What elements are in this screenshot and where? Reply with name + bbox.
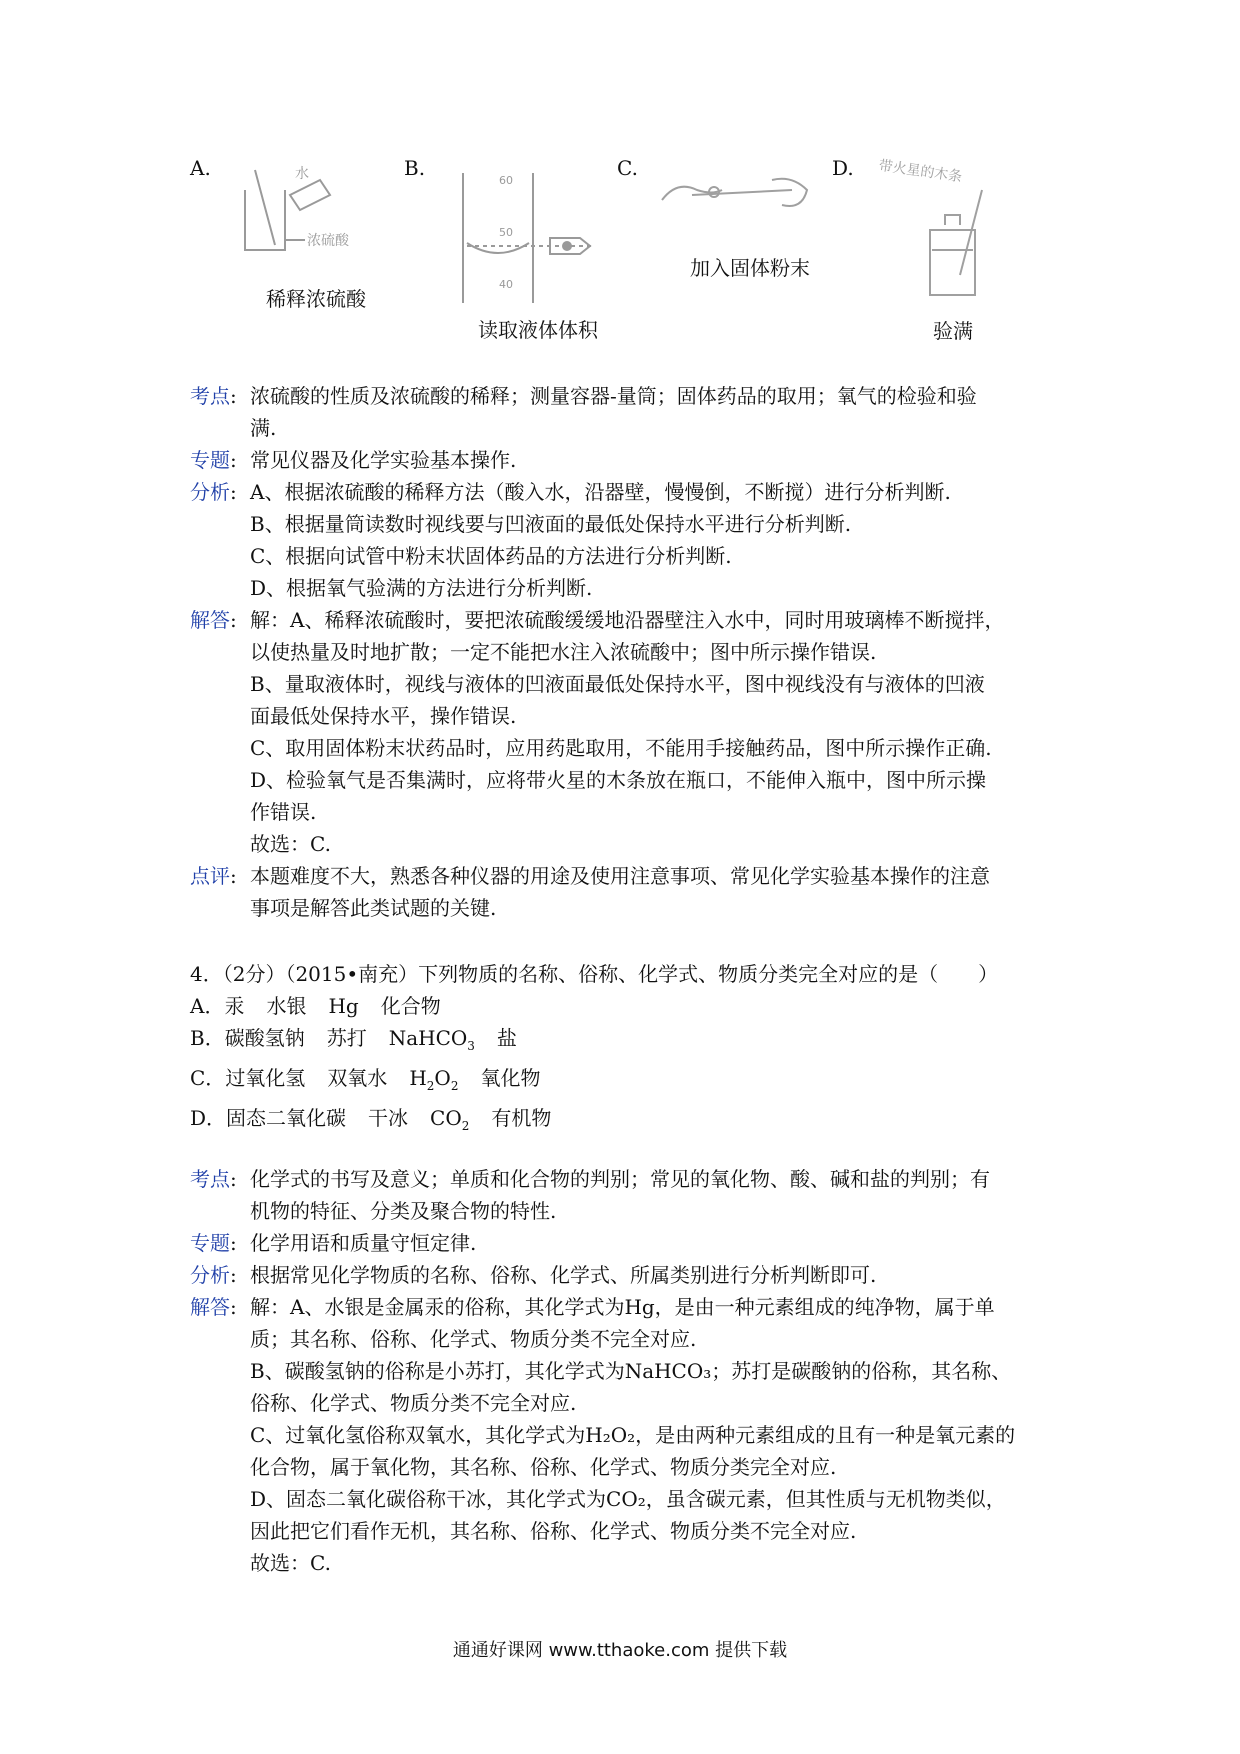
q3-kaodian-line-1: 浓硫酸的性质及浓硫酸的稀释；测量容器-量筒；固体药品的取用；氧气的检验和验 bbox=[250, 384, 977, 408]
question-4 bbox=[190, 958, 1090, 1142]
figure-a-caption: 稀释浓硫酸 bbox=[266, 287, 366, 311]
q4-jieda-line-1: 解：A、水银是金属汞的俗称，其化学式为Hg，是由一种元素组成的纯净物，属于单 bbox=[250, 1295, 995, 1319]
option-c-common: 双氧水 bbox=[327, 1066, 388, 1090]
q4-jieda-line-2: 质；其名称、俗称、化学式、物质分类不完全对应. bbox=[250, 1327, 697, 1351]
option-c bbox=[190, 1062, 1090, 1102]
q4-zhuanti-label: 专题 bbox=[190, 1231, 230, 1255]
q3-jieda-line-6: D、检验氧气是否集满时，应将带火星的木条放在瓶口，不能伸入瓶中，图中所示操 bbox=[250, 768, 987, 792]
q3-jieda-line-7: 作错误. bbox=[250, 800, 317, 824]
figure-b-tick-60: 60 bbox=[499, 174, 513, 187]
figure-a-water-label: 水 bbox=[295, 166, 309, 182]
q3-kaodian-row: 考点: 浓硫酸的性质及浓硫酸的稀释；测量容器-量筒；固体药品的取用；氧气的检验和验 满. bbox=[190, 380, 1070, 444]
q4-jieda-line-7: D、固态二氧化碳俗称干冰，其化学式为CO₂，虽含碳元素，但其性质与无机物类似， bbox=[250, 1487, 1006, 1511]
figure-d-letter: D. bbox=[832, 156, 854, 180]
q4-jieda-row: 解答: 解：A、水银是金属汞的俗称，其化学式为Hg，是由一种元素组成的纯净物，属于单 质；其名称、俗称、化学式、物质分类不完全对应. B、碳酸氢钠的俗称是小苏打，其化学式为NaHCO₃；苏打是碳酸钠的俗称，其名称、 俗称、化学式、物质分类不完全对应. C、过氧化氢俗称双氧水，其化学式为H₂O₂，是由两种元素组成的且有一种是氧元素的 化合物，属于氧化物，其名称、俗称、化学式、物质分类完全对应. D、固态二氧化碳俗称干冰，其化学式为CO₂，虽含碳元素，但其性质与无机物类似， 因此把它们看作无机，其名称、俗称、化学式、物质分类不完全对应. 故选：C. bbox=[190, 1291, 1070, 1579]
option-c-formula-sub2: 2 bbox=[450, 1079, 459, 1093]
q4-kaodian-label: 考点 bbox=[190, 1167, 230, 1191]
q3-fenxi-line-2: B、根据量筒读数时视线要与凹液面的最低处保持水平进行分析判断. bbox=[250, 512, 852, 536]
figure-d-caption: 验满 bbox=[933, 319, 973, 343]
q4-fenxi-text: 根据常见化学物质的名称、俗称、化学式、所属类别进行分析判断即可. bbox=[250, 1263, 877, 1287]
option-d-class: 有机物 bbox=[491, 1106, 552, 1130]
option-b bbox=[190, 1022, 1090, 1062]
option-d-formula-main: CO bbox=[430, 1106, 462, 1130]
q3-jieda-line-5: C、取用固体粉末状药品时，应用药匙取用，不能用手接触药品，图中所示操作正确. bbox=[250, 736, 992, 760]
q4-zhuanti-row: 专题: 化学用语和质量守恒定律. bbox=[190, 1227, 1070, 1259]
option-c-formula-sub1: 2 bbox=[426, 1079, 435, 1093]
q3-jieda-line-3: B、量取液体时，视线与液体的凹液面最低处保持水平，图中视线没有与液体的凹液 bbox=[250, 672, 985, 696]
option-b-formula-main: NaHCO bbox=[388, 1026, 468, 1050]
option-b-formula-sub: 3 bbox=[467, 1039, 475, 1053]
q3-dianping-label: 点评 bbox=[190, 864, 230, 888]
q3-zhuanti-label: 专题 bbox=[190, 448, 230, 472]
question-4-stem: 4．（2分）（2015•南充）下列物质的名称、俗称、化学式、物质分类完全对应的是（ ） bbox=[190, 962, 999, 986]
figure-c-letter: C. bbox=[617, 156, 638, 180]
q4-analysis bbox=[190, 1163, 1070, 1579]
q4-jieda-line-5: C、过氧化氢俗称双氧水，其化学式为H₂O₂，是由两种元素组成的且有一种是氧元素的 bbox=[250, 1423, 1016, 1447]
q4-fenxi-row: 分析: 根据常见化学物质的名称、俗称、化学式、所属类别进行分析判断即可. bbox=[190, 1259, 1070, 1291]
figure-c-powder-image bbox=[652, 165, 822, 225]
option-c-formula-main: H bbox=[409, 1066, 427, 1090]
option-d-formula bbox=[430, 1106, 470, 1133]
q3-fenxi-line-4: D、根据氧气验满的方法进行分析判断. bbox=[250, 576, 593, 600]
option-b-formula bbox=[388, 1026, 475, 1053]
figure-a-acid-label: 浓硫酸 bbox=[307, 233, 349, 249]
q4-zhuanti-text: 化学用语和质量守恒定律. bbox=[250, 1231, 477, 1255]
q3-jieda-line-1: 解：A、稀释浓硫酸时，要把浓硫酸缓缓地沿器壁注入水中，同时用玻璃棒不断搅拌， bbox=[250, 608, 1005, 632]
option-d-letter: D． bbox=[190, 1106, 227, 1130]
figure-d-stick-label: 带火星的木条 bbox=[877, 157, 964, 186]
q3-analysis bbox=[190, 380, 1070, 924]
q3-fenxi-line-1: A、根据浓硫酸的稀释方法（酸入水，沿器壁，慢慢倒，不断搅）进行分析判断. bbox=[250, 480, 951, 504]
q3-zhuanti-row: 专题: 常见仪器及化学实验基本操作. bbox=[190, 444, 1070, 476]
option-c-letter: C． bbox=[190, 1066, 226, 1090]
q4-jieda-line-4: 俗称、化学式、物质分类不完全对应. bbox=[250, 1391, 577, 1415]
figure-c-caption: 加入固体粉末 bbox=[690, 256, 810, 280]
option-b-letter: B． bbox=[190, 1026, 225, 1050]
q4-jieda-line-9: 故选：C. bbox=[250, 1551, 331, 1575]
figure-b-caption: 读取液体体积 bbox=[478, 318, 598, 342]
option-a-name: 汞 bbox=[224, 994, 245, 1018]
q3-dianping-line-2: 事项是解答此类试题的关键. bbox=[250, 896, 497, 920]
q3-fenxi-row: 分析: A、根据浓硫酸的稀释方法（酸入水，沿器壁，慢慢倒，不断搅）进行分析判断. B、根据量筒读数时视线要与凹液面的最低处保持水平进行分析判断. C、根据向试管中粉末状固体药品的方法进行分析判断. D、根据氧气验满的方法进行分析判断. bbox=[190, 476, 1070, 604]
option-d bbox=[190, 1102, 1090, 1142]
q3-jieda-line-8: 故选：C. bbox=[250, 832, 331, 856]
q4-jieda-line-8: 因此把它们看作无机，其名称、俗称、化学式、物质分类不完全对应. bbox=[250, 1519, 857, 1543]
figure-b-tick-40: 40 bbox=[499, 278, 513, 291]
q3-fenxi-line-3: C、根据向试管中粉末状固体药品的方法进行分析判断. bbox=[250, 544, 732, 568]
q4-fenxi-label: 分析 bbox=[190, 1263, 230, 1287]
q4-kaodian-line-1: 化学式的书写及意义；单质和化合物的判别；常见的氧化物、酸、碱和盐的判别；有 bbox=[250, 1167, 990, 1191]
q3-jieda-line-2: 以使热量及时地扩散；一定不能把水注入浓硫酸中；图中所示操作错误. bbox=[250, 640, 877, 664]
q3-fenxi-label: 分析 bbox=[190, 480, 230, 504]
q3-kaodian-line-2: 满. bbox=[250, 416, 277, 440]
option-a-class: 化合物 bbox=[380, 994, 441, 1018]
figure-b-cylinder-image bbox=[455, 168, 615, 308]
figure-b-letter: B. bbox=[404, 156, 426, 180]
option-a-letter: A． bbox=[190, 994, 225, 1018]
figure-d-oxygen-test-image bbox=[870, 155, 1020, 305]
figure-a-dilute-acid-image bbox=[235, 160, 385, 260]
option-d-formula-sub: 2 bbox=[461, 1119, 470, 1133]
q4-jieda-label: 解答 bbox=[190, 1295, 230, 1319]
option-d-common: 干冰 bbox=[368, 1106, 409, 1130]
figure-a-letter: A. bbox=[190, 156, 211, 180]
q3-dianping-row: 点评: 本题难度不大，熟悉各种仪器的用途及使用注意事项、常见化学实验基本操作的注意 事项是解答此类试题的关键. bbox=[190, 860, 1070, 924]
q3-kaodian-label: 考点 bbox=[190, 384, 230, 408]
option-c-name: 过氧化氢 bbox=[225, 1066, 306, 1090]
q4-kaodian-line-2: 机物的特征、分类及聚合物的特性. bbox=[250, 1199, 557, 1223]
option-b-name: 碳酸氢钠 bbox=[224, 1026, 305, 1050]
q3-jieda-row: 解答: 解：A、稀释浓硫酸时，要把浓硫酸缓缓地沿器壁注入水中，同时用玻璃棒不断搅拌， 以使热量及时地扩散；一定不能把水注入浓硫酸中；图中所示操作错误. B、量取液体时，视线与液体的凹液面最低处保持水平，图中视线没有与液体的凹液 面最低处保持水平，操作错误. C、取用固体粉末状药品时，应用药匙取用，不能用手接触药品，图中所示操作正确. D、检验氧气是否集满时，应将带火星的木条放在瓶口，不能伸入瓶中，图中所示操 作错误. 故选：C. bbox=[190, 604, 1070, 860]
q3-jieda-label: 解答 bbox=[190, 608, 230, 632]
option-a-formula: Hg bbox=[328, 994, 359, 1018]
q4-jieda-line-6: 化合物，属于氧化物，其名称、俗称、化学式、物质分类完全对应. bbox=[250, 1455, 837, 1479]
option-a-common: 水银 bbox=[266, 994, 307, 1018]
option-b-class: 盐 bbox=[496, 1026, 517, 1050]
option-d-name: 固态二氧化碳 bbox=[226, 1106, 347, 1130]
q4-kaodian-row: 考点: 化学式的书写及意义；单质和化合物的判别；常见的氧化物、酸、碱和盐的判别；有 机物的特征、分类及聚合物的特性. bbox=[190, 1163, 1070, 1227]
option-a bbox=[190, 990, 1090, 1022]
option-b-common: 苏打 bbox=[326, 1026, 367, 1050]
option-c-formula bbox=[409, 1066, 459, 1093]
q3-dianping-line-1: 本题难度不大，熟悉各种仪器的用途及使用注意事项、常见化学实验基本操作的注意 bbox=[250, 864, 990, 888]
q3-zhuanti-text: 常见仪器及化学实验基本操作. bbox=[250, 448, 517, 472]
page-footer: 通通好课网 www.tthaoke.com 提供下载 bbox=[452, 1640, 788, 1661]
option-c-class: 氧化物 bbox=[480, 1066, 541, 1090]
q3-jieda-line-4: 面最低处保持水平，操作错误. bbox=[250, 704, 517, 728]
q4-jieda-line-3: B、碳酸氢钠的俗称是小苏打，其化学式为NaHCO₃；苏打是碳酸钠的俗称，其名称、 bbox=[250, 1359, 1012, 1383]
figure-b-tick-50: 50 bbox=[499, 226, 513, 239]
option-c-formula-mid: O bbox=[434, 1066, 451, 1090]
